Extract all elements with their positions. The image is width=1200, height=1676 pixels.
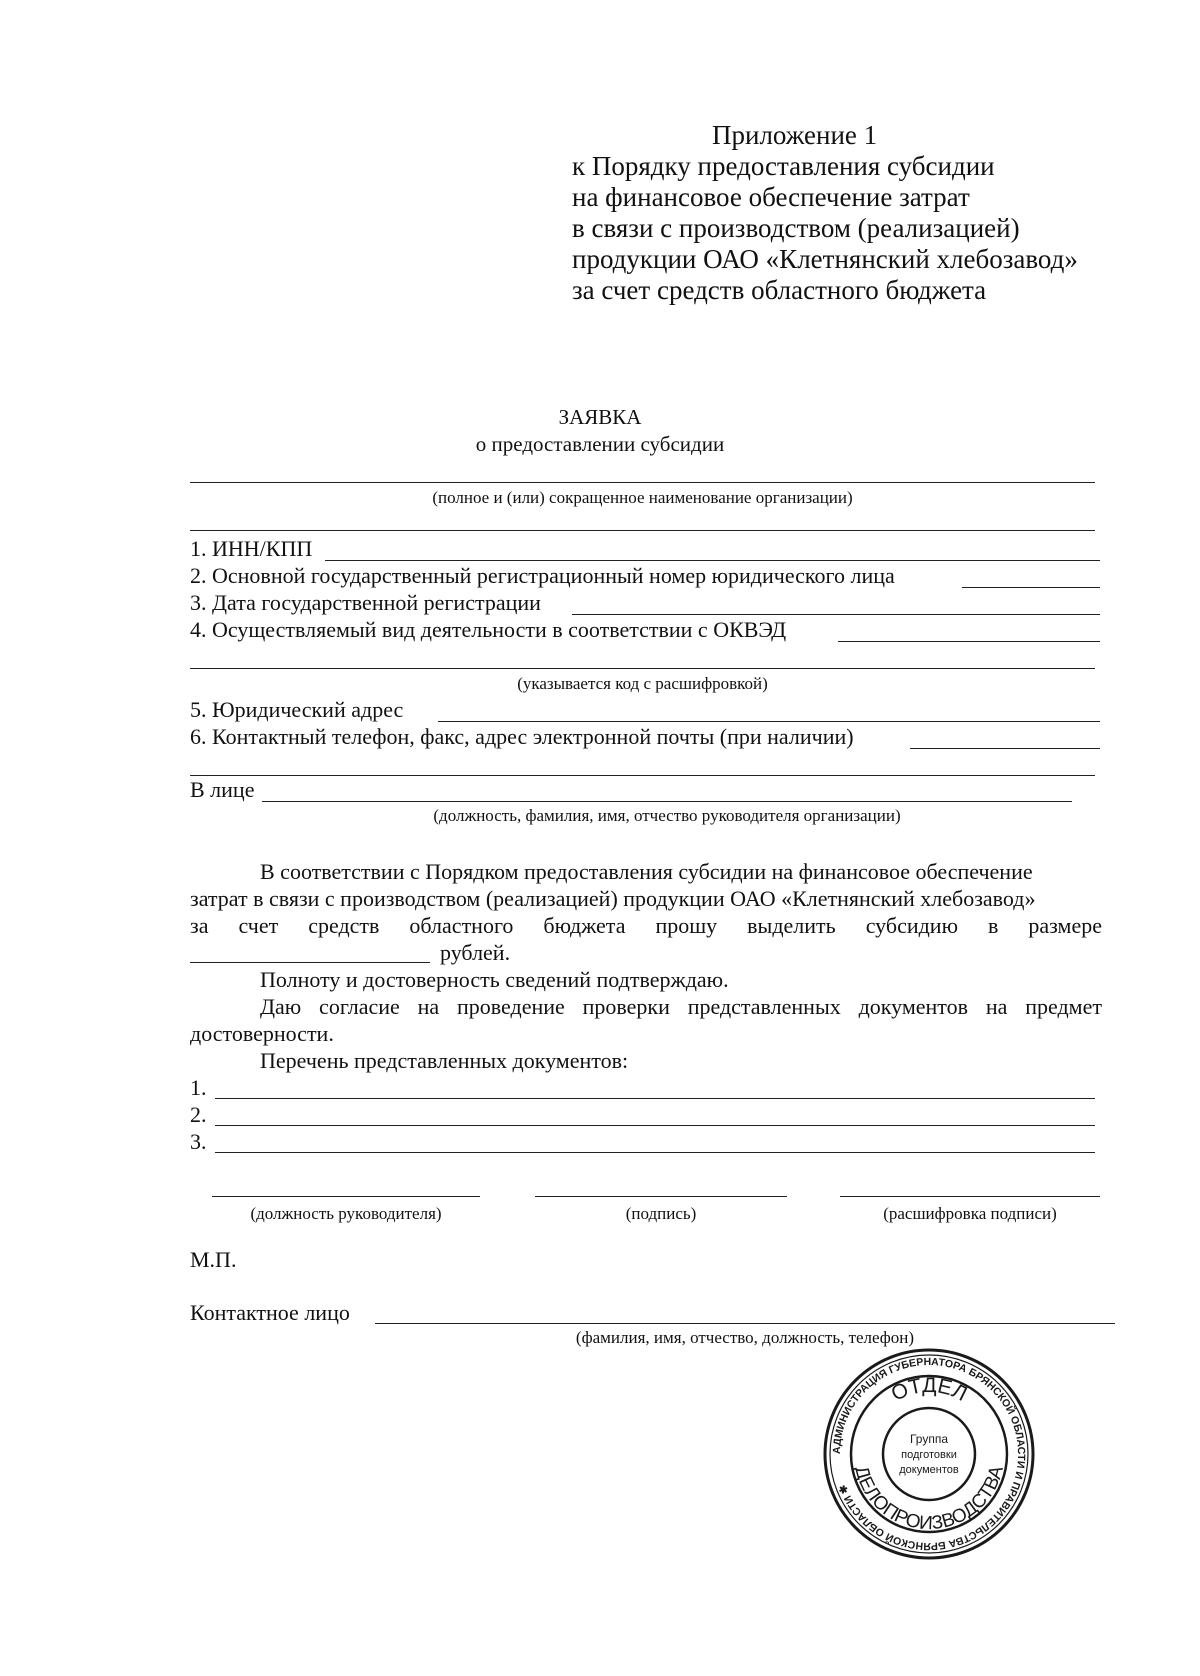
appendix-header [572, 120, 1078, 306]
stamp-center-text: документов [899, 1464, 959, 1476]
phone-line[interactable] [910, 748, 1100, 749]
stamp-top-textpath: ОТДЕЛ [887, 1373, 971, 1406]
represented-by-line[interactable] [262, 801, 1072, 802]
stamp-svg [822, 1347, 1036, 1561]
org-name-line-2[interactable] [190, 530, 1095, 531]
decoding-caption: (расшифровка подписи) [883, 1204, 1057, 1223]
activity-label: 4. Осуществляемый вид деятельности в соответствии с ОКВЭД [190, 617, 787, 642]
document-subtitle: о предоставлении субсидии [475, 432, 725, 456]
org-name-caption: (полное и (или) сокращенное наименование организации) [432, 488, 853, 507]
official-stamp [822, 1347, 1036, 1561]
appendix-line: за счет средств областного бюджета [572, 275, 987, 305]
docs-title: Перечень представленных документов: [260, 1048, 629, 1073]
document-title: ЗАЯВКА [558, 405, 642, 429]
rubles-label: рублей. [440, 940, 511, 965]
doc-line-1[interactable] [215, 1098, 1095, 1099]
signature-caption: (подпись) [625, 1204, 697, 1223]
seal-label: М.П. [190, 1247, 237, 1272]
stamp-center-text: Группа [909, 1432, 949, 1446]
head-caption: (должность, фамилия, имя, отчество руководителя организации) [433, 806, 901, 825]
position-caption: (должность руководителя) [250, 1204, 442, 1223]
amount-line[interactable] [190, 962, 430, 963]
contact-label: Контактное лицо [190, 1300, 350, 1325]
decoding-line[interactable] [840, 1196, 1100, 1197]
appendix-line: в связи с производством (реализацией) [572, 213, 1020, 243]
doc-number: 3. [190, 1129, 207, 1154]
body-line: Полноту и достоверность сведений подтверждаю. [260, 967, 729, 992]
address-label: 5. Юридический адрес [190, 697, 404, 722]
okved-caption: (указывается код с расшифровкой) [517, 674, 768, 693]
phone-label: 6. Контактный телефон, факс, адрес электронной почты (при наличии) [190, 724, 854, 749]
doc-number: 2. [190, 1102, 207, 1127]
appendix-line: к Порядку предоставления субсидии [572, 151, 995, 181]
doc-line-2[interactable] [215, 1125, 1095, 1126]
phone-line-2[interactable] [190, 775, 1095, 776]
stamp-top-arc-text [888, 1374, 971, 1406]
body-line: достоверности. [190, 1021, 334, 1046]
doc-number: 1. [190, 1075, 207, 1100]
contact-line[interactable] [375, 1323, 1115, 1324]
ogrn-line[interactable] [962, 587, 1100, 588]
doc-line-3[interactable] [215, 1152, 1095, 1153]
ogrn-label: 2. Основной государственный регистрационный номер юридического лица [190, 563, 895, 588]
appendix-line: продукции ОАО «Клетнянский хлебозавод» [572, 244, 1078, 274]
appendix-line: на финансовое обеспечение затрат [572, 182, 970, 212]
contact-caption: (фамилия, имя, отчество, должность, телефон) [575, 1328, 915, 1347]
represented-by-label: В лице [190, 777, 255, 802]
inn-label: 1. ИНН/КПП [190, 536, 313, 561]
appendix-title: Приложение 1 [712, 120, 878, 150]
activity-line[interactable] [838, 641, 1100, 642]
okved-line[interactable] [190, 668, 1095, 669]
stamp-bottom-textpath: ДЕЛОПРОИЗВОДСТВА [850, 1463, 1008, 1535]
signature-line[interactable] [535, 1196, 787, 1197]
body-line: Даю согласие на проведение проверки представленных документов на предмет [260, 994, 1102, 1019]
body-line: за счет средств областного бюджета прошу выделить субсидию в размере [190, 913, 1102, 938]
reg-date-label: 3. Дата государственной регистрации [190, 590, 541, 615]
stamp-center-text: подготовки [901, 1449, 957, 1461]
reg-date-line[interactable] [572, 614, 1100, 615]
stamp-outer-textpath: АДМИНИСТРАЦИЯ ГУБЕРНАТОРА БРЯНСКОЙ ОБЛАСТИ И ПРАВИТЕЛЬСТВА БРЯНСКОЙ ОБЛАСТИ ✱ [830, 1355, 1028, 1553]
inn-line[interactable] [325, 560, 1100, 561]
body-line: затрат в связи с производством (реализацией) продукции ОАО «Клетнянский хлебозавод» [190, 886, 1036, 911]
position-line[interactable] [212, 1196, 480, 1197]
body-line: В соответствии с Порядком предоставления субсидии на финансовое обеспечение [260, 859, 1033, 884]
org-name-line[interactable] [190, 482, 1095, 483]
address-line[interactable] [438, 721, 1100, 722]
